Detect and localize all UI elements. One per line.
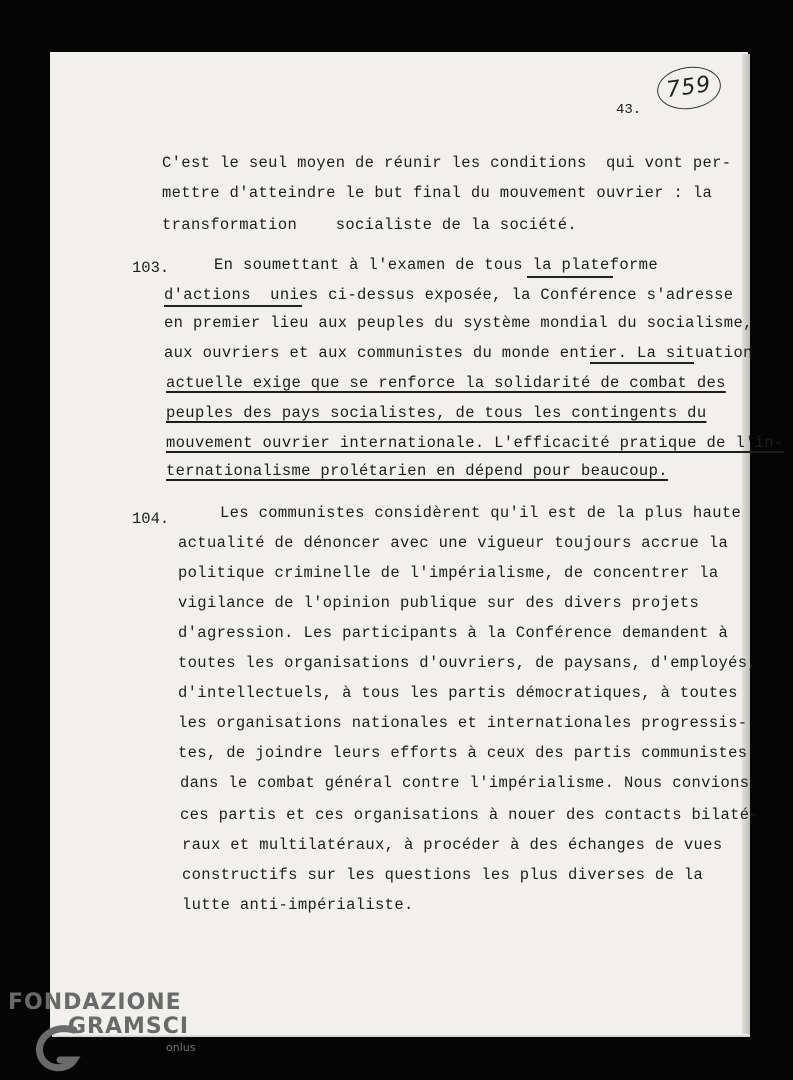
text-line: transformation socialiste de la société. — [162, 216, 578, 234]
text-line: tes, de joindre leurs efforts à ceux des partis communistes — [178, 744, 748, 762]
text-line: dans le combat général contre l'impérialisme. Nous convions — [180, 774, 750, 792]
text-line: d'intellectuels, à tous les partis démocratiques, à toutes — [178, 684, 738, 702]
text-line: constructifs sur les questions les plus diverses de la — [182, 866, 704, 884]
text-line: C'est le seul moyen de réunir les conditions qui vont per- — [162, 154, 732, 172]
watermark-line3: onlus — [166, 1041, 196, 1054]
text-line-underlined: actuelle exige que se renforce la solidarité de combat des — [166, 374, 726, 392]
text-line: mettre d'atteindre le but final du mouvement ouvrier : la — [162, 184, 713, 202]
text-line-underlined: mouvement ouvrier internationale. L'efficacité pratique de l'in- — [166, 434, 784, 452]
text-line: aux ouvriers et aux communistes du monde entier. La situation — [164, 344, 753, 362]
text-line: lutte anti-impérialiste. — [182, 896, 414, 914]
text-line: les organisations nationales et internationales progressis- — [178, 714, 748, 732]
text-line: d'agression. Les participants à la Conférence demandent à — [178, 624, 729, 642]
text-line: vigilance de l'opinion publique sur des divers projets — [178, 594, 700, 612]
text-line: en premier lieu aux peuples du système mondial du socialisme, — [164, 314, 753, 332]
text-line: ces partis et ces organisations à nouer des contacts bilaté- — [180, 806, 760, 824]
watermark-line1: FONDAZIONE — [8, 990, 182, 1015]
text-line-underlined: ternationalisme prolétarien en dépend pour beaucoup. — [166, 462, 668, 480]
text-line: toutes les organisations d'ouvriers, de paysans, d'employés, — [178, 654, 758, 672]
text-line: raux et multilatéraux, à procéder à des échanges de vues — [182, 836, 723, 854]
text-line — [214, 256, 658, 274]
paragraph-number: 104. — [132, 510, 170, 528]
watermark-logo — [8, 992, 195, 1053]
underline-mark — [164, 305, 302, 307]
text-line-underlined: peuples des pays socialistes, de tous les contingents du — [166, 404, 707, 422]
paragraph-number: 103. — [132, 259, 170, 277]
text-segment: En soumettant à l'examen de tous la plateforme — [214, 256, 658, 274]
watermark-line2: GRAMSCI — [68, 1014, 190, 1039]
page-number: 43. — [616, 102, 642, 118]
text-line: d'actions unies ci-dessus exposée, la Conférence s'adresse — [164, 286, 734, 304]
archive-number-stamp: 759 — [654, 63, 723, 113]
page-edge-shadow — [742, 54, 750, 1034]
underline-mark — [527, 276, 613, 278]
text-line: actualité de dénoncer avec une vigueur toujours accrue la — [178, 534, 729, 552]
text-line: Les communistes considèrent qu'il est de la plus haute — [220, 504, 742, 522]
underline-mark — [590, 362, 694, 364]
text-line: politique criminelle de l'impérialisme, de concentrer la — [178, 564, 719, 582]
